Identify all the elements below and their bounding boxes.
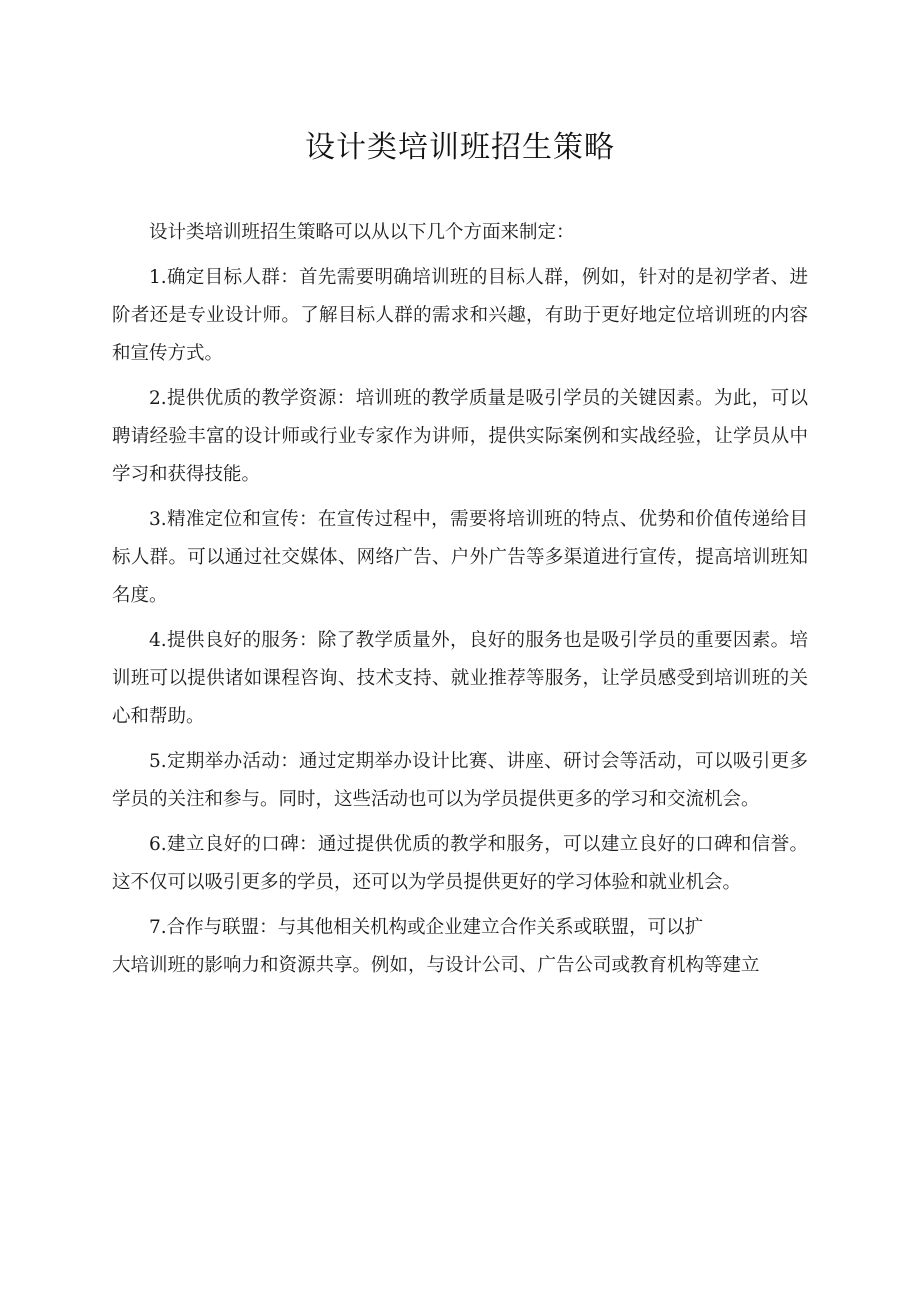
- paragraph-3: 3.精准定位和宣传：在宣传过程中，需要将培训班的特点、优势和价值传递给目标人群。可以通过社交媒体、网络广告、户外广告等多渠道进行宣传，提高培训班知名度。: [112, 509, 808, 606]
- paragraph-4: 4.提供良好的服务：除了教学质量外，良好的服务也是吸引学员的重要因素。培训班可以提供诸如课程咨询、技术支持、就业推荐等服务，让学员感受到培训班的关心和帮助。: [112, 630, 808, 727]
- paragraph-2: 2.提供优质的教学资源：培训班的教学质量是吸引学员的关键因素。为此，可以聘请经验丰富的设计师或行业专家作为讲师，提供实际案例和实战经验，让学员从中学习和获得技能。: [112, 388, 808, 485]
- intro-paragraph: 设计类培训班招生策略可以从以下几个方面来制定：: [149, 222, 575, 243]
- paragraph-7: [112, 909, 808, 985]
- document-body: [112, 214, 808, 985]
- paragraph-7-line-1: 7.合作与联盟：与其他相关机构或企业建立合作关系或联盟，可以扩: [149, 917, 704, 938]
- paragraph-7-line-2: 大培训班的影响力和资源共享。例如，与设计公司、广告公司或教育机构等建立: [112, 955, 760, 976]
- paragraph-1: 1.确定目标人群：首先需要明确培训班的目标人群，例如，针对的是初学者、进阶者还是专业设计师。了解目标人群的需求和兴趣，有助于更好地定位培训班的内容和宣传方式。: [112, 267, 808, 364]
- paragraph-6: 6.建立良好的口碑：通过提供优质的教学和服务，可以建立良好的口碑和信誉。这不仅可以吸引更多的学员，还可以为学员提供更好的学习体验和就业机会。: [112, 834, 808, 893]
- paragraph-5: 5.定期举办活动：通过定期举办设计比赛、讲座、研讨会等活动，可以吸引更多学员的关注和参与。同时，这些活动也可以为学员提供更多的学习和交流机会。: [112, 751, 808, 810]
- document-title: 设计类培训班招生策略: [305, 130, 615, 165]
